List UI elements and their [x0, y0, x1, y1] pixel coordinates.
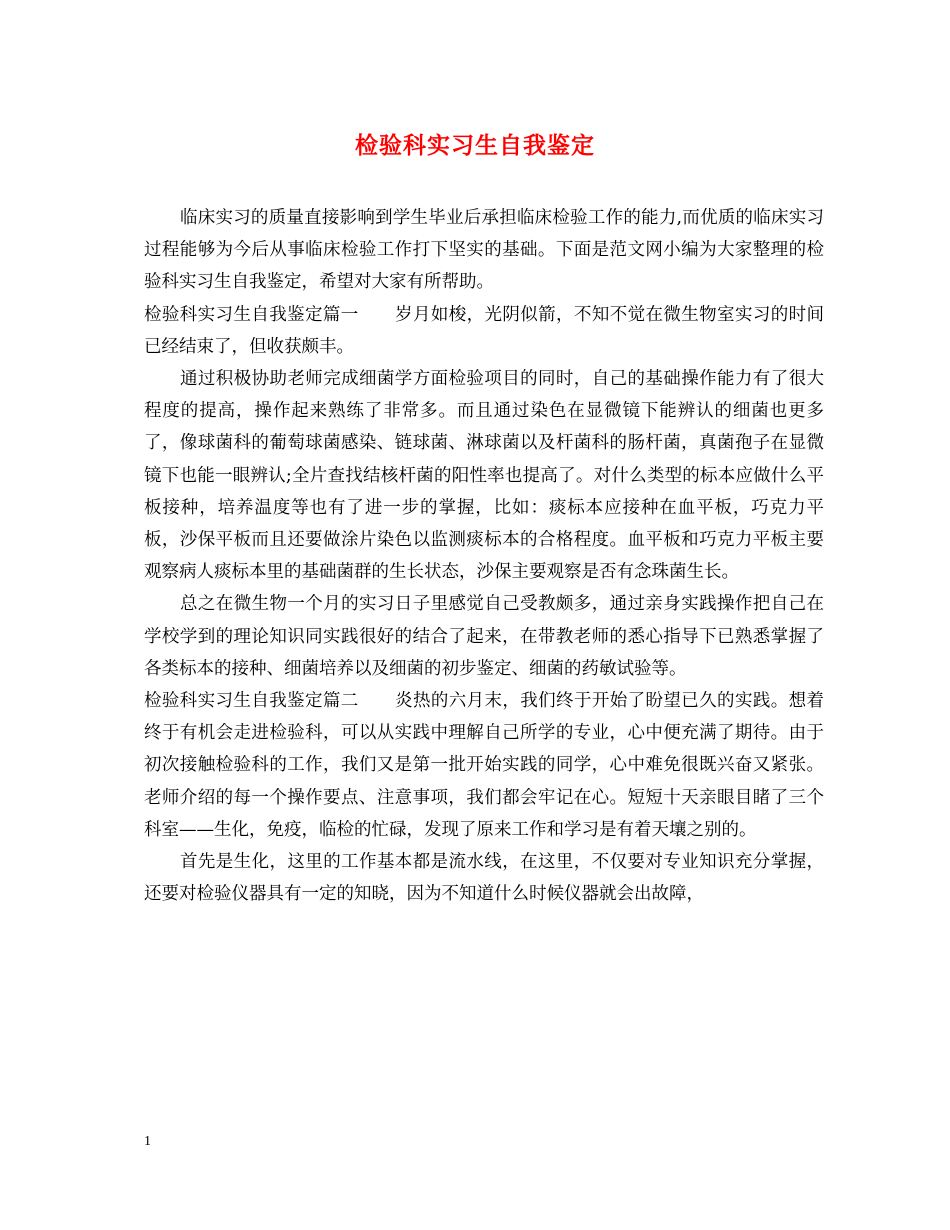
paragraph-text: 临床实习的质量直接影响到学生毕业后承担临床检验工作的能力,而优质的临床实习过程能够为今后从事临床检验工作打下坚实的基础。下面是范文网小编为大家整理的检验科实习生自我鉴定，希望对大家有所帮助。 [144, 208, 824, 293]
paragraph-bacteriology [144, 363, 824, 588]
page-number: 1 [144, 1134, 151, 1149]
paragraph-intro [144, 202, 824, 299]
paragraph-text: 岁月如梭，光阴似箭，不知不觉在微生物室实习的时间已经结束了，但收获颇丰。 [144, 304, 825, 357]
paragraph-section-one [144, 299, 824, 363]
paragraph-text: 通过积极协助老师完成细菌学方面检验项目的同时，自己的基础操作能力有了很大程度的提高，操作起来熟练了非常多。而且通过染色在显微镜下能辨认的细菌也更多了，像球菌科的葡萄球菌感染、链球菌、淋球菌以及杆菌科的肠杆菌，真菌孢子在显微镜下也能一眼辨认;全片查找结核杆菌的阳性率也提高了。对什么类型的标本应做什么平板接种，培养温度等也有了进一步的掌握，比如：痰标本应接种在血平板，巧克力平板，沙保平板而且还要做涂片染色以监测痰标本的合格程度。血平板和巧克力平板主要观察病人痰标本里的基础菌群的生长状态，沙保主要观察是否有念珠菌生长。 [144, 369, 824, 583]
paragraph-text: 首先是生化，这里的工作基本都是流水线，在这里，不仅要对专业知识充分掌握，还要对检验仪器具有一定的知晓，因为不知道什么时候仪器就会出故障， [144, 852, 824, 905]
document-body [144, 202, 824, 910]
paragraph-text: 炎热的六月末，我们终于开始了盼望已久的实践。想着终于有机会走进检验科，可以从实践中理解自己所学的专业，心中便充满了期待。由于初次接触检验科的工作，我们又是第一批开始实践的同学，心中难免很既兴奋又紧张。老师介绍的每一个操作要点、注意事项，我们都会牢记在心。短短十天亲眼目睹了三个科室——生化，免疫，临检的忙碌，发现了原来工作和学习是有着天壤之别的。 [144, 691, 825, 840]
section-heading: 检验科实习生自我鉴定篇一 [144, 304, 359, 325]
paragraph-biochemistry [144, 846, 824, 910]
paragraph-text: 总之在微生物一个月的实习日子里感觉自己受教颇多，通过亲身实践操作把自己在学校学到的理论知识同实践很好的结合了起来，在带教老师的悉心指导下已熟悉掌握了各类标本的接种、细菌培养以及细菌的初步鉴定、细菌的药敏试验等。 [144, 594, 824, 679]
paragraph-section-two [144, 685, 824, 846]
section-heading: 检验科实习生自我鉴定篇二 [144, 691, 359, 712]
paragraph-summary [144, 588, 824, 685]
document-title: 检验科实习生自我鉴定 [355, 132, 595, 159]
